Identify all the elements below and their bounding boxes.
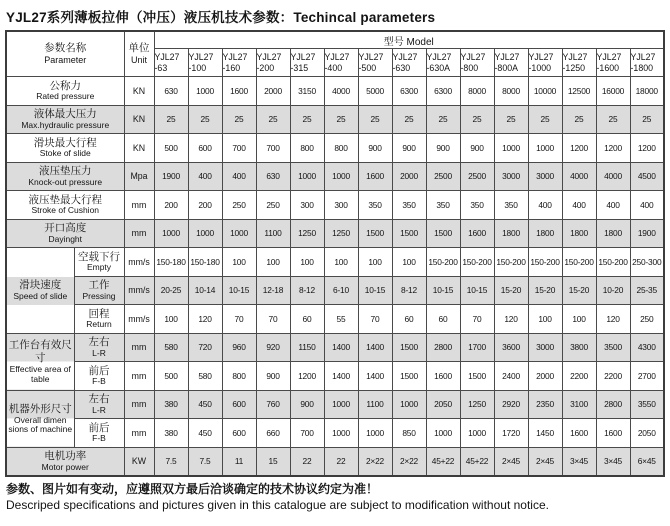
value-cell: 2200 — [562, 362, 596, 391]
value-cell: 2×45 — [528, 447, 562, 476]
value-cell: 25 — [460, 105, 494, 134]
value-cell: 1400 — [324, 362, 358, 391]
value-cell: 100 — [256, 248, 290, 277]
value-cell: 25 — [222, 105, 256, 134]
value-cell: 300 — [290, 191, 324, 220]
model-column-header: YJL27 -1000 — [528, 49, 562, 77]
model-header-cell: 型号 Model — [154, 31, 664, 49]
table-row — [6, 333, 664, 362]
unit-cell: mm — [124, 191, 154, 220]
value-cell: 1200 — [290, 362, 324, 391]
value-cell: 1800 — [494, 219, 528, 248]
param-header-cell — [6, 31, 124, 77]
model-column-header: YJL27 -630 — [392, 49, 426, 77]
table-row — [6, 162, 664, 191]
value-cell: 1600 — [596, 419, 630, 448]
value-cell: 1000 — [426, 419, 460, 448]
value-cell: 120 — [494, 305, 528, 334]
value-cell: 500 — [154, 362, 188, 391]
unit-cell: mm — [124, 390, 154, 419]
value-cell: 22 — [324, 447, 358, 476]
value-cell: 60 — [290, 305, 324, 334]
value-cell: 55 — [324, 305, 358, 334]
value-cell: 1800 — [562, 219, 596, 248]
value-cell: 3000 — [494, 162, 528, 191]
value-cell: 1800 — [596, 219, 630, 248]
value-cell: 850 — [392, 419, 426, 448]
value-cell: 120 — [188, 305, 222, 334]
value-cell: 900 — [392, 134, 426, 163]
value-cell: 100 — [154, 305, 188, 334]
value-cell: 1100 — [256, 219, 290, 248]
value-cell: 10-15 — [358, 276, 392, 305]
table-body — [6, 77, 664, 476]
value-cell: 25 — [562, 105, 596, 134]
value-cell: 1500 — [426, 219, 460, 248]
value-cell: 100 — [562, 305, 596, 334]
row-label: 前后 F-B — [74, 362, 124, 391]
value-cell: 3600 — [494, 333, 528, 362]
footer-note — [5, 477, 665, 514]
value-cell: 1600 — [562, 419, 596, 448]
unit-cell: Mpa — [124, 162, 154, 191]
value-cell: 5000 — [358, 77, 392, 106]
value-cell: 100 — [358, 248, 392, 277]
value-cell: 350 — [460, 191, 494, 220]
unit-cell: mm — [124, 333, 154, 362]
value-cell: 150-200 — [426, 248, 460, 277]
value-cell: 380 — [154, 390, 188, 419]
row-label: 开口高度 Dayinght — [6, 219, 124, 248]
value-cell: 4000 — [562, 162, 596, 191]
value-cell: 4000 — [324, 77, 358, 106]
value-cell: 8000 — [460, 77, 494, 106]
value-cell: 60 — [392, 305, 426, 334]
value-cell: 10000 — [528, 77, 562, 106]
value-cell: 120 — [596, 305, 630, 334]
model-column-header: YJL27 -160 — [222, 49, 256, 77]
parameters-table — [5, 30, 665, 477]
value-cell: 1500 — [358, 219, 392, 248]
value-cell: 250-300 — [630, 248, 664, 277]
model-column-header: YJL27 -800A — [494, 49, 528, 77]
value-cell: 2800 — [596, 390, 630, 419]
value-cell: 100 — [324, 248, 358, 277]
value-cell: 10-15 — [460, 276, 494, 305]
unit-header-cell — [124, 31, 154, 77]
value-cell: 18000 — [630, 77, 664, 106]
value-cell: 4300 — [630, 333, 664, 362]
value-cell: 60 — [426, 305, 460, 334]
row-group-label: 滑块速度 Speed of slide — [6, 248, 74, 334]
value-cell: 25 — [154, 105, 188, 134]
value-cell: 2700 — [630, 362, 664, 391]
model-column-header: YJL27 -1600 — [596, 49, 630, 77]
value-cell: 350 — [426, 191, 460, 220]
value-cell: 70 — [358, 305, 392, 334]
value-cell: 1200 — [596, 134, 630, 163]
value-cell: 1250 — [324, 219, 358, 248]
value-cell: 3100 — [562, 390, 596, 419]
value-cell: 3800 — [562, 333, 596, 362]
value-cell: 2050 — [426, 390, 460, 419]
footer-note-zh: 参数、图片如有变动，应遵照双方最后洽谈确定的技术协议约定为准！ — [6, 481, 379, 496]
value-cell: 900 — [426, 134, 460, 163]
value-cell: 1000 — [528, 134, 562, 163]
table-row — [6, 390, 664, 419]
value-cell: 6×45 — [630, 447, 664, 476]
value-cell: 760 — [256, 390, 290, 419]
value-cell: 350 — [494, 191, 528, 220]
model-column-header: YJL27 -800 — [460, 49, 494, 77]
value-cell: 6-10 — [324, 276, 358, 305]
model-column-header: YJL27 -630A — [426, 49, 460, 77]
value-cell: 900 — [256, 362, 290, 391]
value-cell: 150-200 — [494, 248, 528, 277]
value-cell: 70 — [222, 305, 256, 334]
value-cell: 900 — [290, 390, 324, 419]
value-cell: 1000 — [290, 162, 324, 191]
value-cell: 1400 — [324, 333, 358, 362]
value-cell: 1500 — [392, 362, 426, 391]
value-cell: 350 — [358, 191, 392, 220]
table-row — [6, 447, 664, 476]
row-label: 液体最大压力 Max.hydraulic pressure — [6, 105, 124, 134]
value-cell: 1000 — [460, 419, 494, 448]
table-row — [6, 362, 664, 391]
value-cell: 660 — [256, 419, 290, 448]
value-cell: 1500 — [392, 219, 426, 248]
value-cell: 7.5 — [188, 447, 222, 476]
value-cell: 800 — [222, 362, 256, 391]
value-cell: 8000 — [494, 77, 528, 106]
value-cell: 600 — [222, 390, 256, 419]
model-column-header: YJL27 -63 — [154, 49, 188, 77]
value-cell: 400 — [528, 191, 562, 220]
row-label: 公称力 Rated pressure — [6, 77, 124, 106]
value-cell: 800 — [324, 134, 358, 163]
value-cell: 250 — [222, 191, 256, 220]
value-cell: 3150 — [290, 77, 324, 106]
value-cell: 250 — [630, 305, 664, 334]
value-cell: 900 — [358, 134, 392, 163]
value-cell: 1000 — [188, 219, 222, 248]
value-cell: 580 — [154, 333, 188, 362]
value-cell: 300 — [324, 191, 358, 220]
value-cell: 2500 — [426, 162, 460, 191]
value-cell: 8-12 — [290, 276, 324, 305]
value-cell: 15-20 — [528, 276, 562, 305]
value-cell: 700 — [290, 419, 324, 448]
table-header — [6, 31, 664, 77]
value-cell: 1000 — [324, 419, 358, 448]
value-cell: 1400 — [358, 333, 392, 362]
value-cell: 6300 — [426, 77, 460, 106]
value-cell: 25 — [630, 105, 664, 134]
value-cell: 920 — [256, 333, 290, 362]
value-cell: 150-200 — [596, 248, 630, 277]
param-header-zh: 参数名称 — [44, 42, 87, 55]
value-cell: 720 — [188, 333, 222, 362]
table-row — [6, 248, 664, 277]
table-row — [6, 77, 664, 106]
value-cell: 700 — [256, 134, 290, 163]
value-cell: 100 — [392, 248, 426, 277]
table-row — [6, 219, 664, 248]
value-cell: 450 — [188, 419, 222, 448]
value-cell: 2000 — [392, 162, 426, 191]
param-header-en: Parameter — [44, 55, 87, 66]
value-cell: 400 — [222, 162, 256, 191]
value-cell: 3500 — [596, 333, 630, 362]
value-cell: 70 — [460, 305, 494, 334]
value-cell: 2400 — [494, 362, 528, 391]
value-cell: 400 — [188, 162, 222, 191]
value-cell: 150-200 — [528, 248, 562, 277]
value-cell: 3550 — [630, 390, 664, 419]
value-cell: 150-180 — [188, 248, 222, 277]
value-cell: 1500 — [460, 362, 494, 391]
unit-cell: KN — [124, 77, 154, 106]
unit-cell: mm — [124, 362, 154, 391]
row-label: 左右 L-R — [74, 333, 124, 362]
value-cell: 2920 — [494, 390, 528, 419]
value-cell: 2×22 — [358, 447, 392, 476]
value-cell: 15-20 — [494, 276, 528, 305]
unit-cell: mm — [124, 219, 154, 248]
unit-cell: KN — [124, 134, 154, 163]
value-cell: 2800 — [426, 333, 460, 362]
table-row — [6, 105, 664, 134]
value-cell: 200 — [188, 191, 222, 220]
value-cell: 1600 — [426, 362, 460, 391]
value-cell: 600 — [222, 419, 256, 448]
value-cell: 450 — [188, 390, 222, 419]
value-cell: 1000 — [392, 390, 426, 419]
value-cell: 1600 — [460, 219, 494, 248]
row-label: 空载下行 Empty — [74, 248, 124, 277]
value-cell: 2×22 — [392, 447, 426, 476]
value-cell: 630 — [154, 77, 188, 106]
value-cell: 10-15 — [426, 276, 460, 305]
value-cell: 1000 — [154, 219, 188, 248]
row-label: 工作 Pressing — [74, 276, 124, 305]
value-cell: 500 — [154, 134, 188, 163]
table-row — [6, 419, 664, 448]
value-cell: 1600 — [358, 162, 392, 191]
value-cell: 3000 — [528, 162, 562, 191]
value-cell: 4500 — [630, 162, 664, 191]
row-label: 左右 L-R — [74, 390, 124, 419]
value-cell: 7.5 — [154, 447, 188, 476]
page-title: YJL27系列薄板拉伸（冲压）液压机技术参数：Techincal parameters — [6, 10, 436, 25]
value-cell: 580 — [188, 362, 222, 391]
row-label: 回程 Return — [74, 305, 124, 334]
model-column-header: YJL27 -200 — [256, 49, 290, 77]
unit-cell: mm/s — [124, 248, 154, 277]
value-cell: 8-12 — [392, 276, 426, 305]
value-cell: 45+22 — [426, 447, 460, 476]
value-cell: 1900 — [154, 162, 188, 191]
value-cell: 15 — [256, 447, 290, 476]
value-cell: 25 — [290, 105, 324, 134]
row-label: 滑块最大行程 Stoke of slide — [6, 134, 124, 163]
value-cell: 3000 — [528, 333, 562, 362]
value-cell: 1000 — [358, 419, 392, 448]
unit-cell: KN — [124, 105, 154, 134]
value-cell: 2200 — [596, 362, 630, 391]
unit-cell: mm/s — [124, 305, 154, 334]
table-row — [6, 276, 664, 305]
value-cell: 400 — [596, 191, 630, 220]
value-cell: 400 — [630, 191, 664, 220]
value-cell: 1000 — [222, 219, 256, 248]
row-label: 液压垫压力 Knock-out pressure — [6, 162, 124, 191]
value-cell: 900 — [460, 134, 494, 163]
value-cell: 1250 — [460, 390, 494, 419]
model-column-header: YJL27 -400 — [324, 49, 358, 77]
table-row — [6, 191, 664, 220]
table-row — [6, 305, 664, 334]
row-label: 液压垫最大行程 Stroke of Cushion — [6, 191, 124, 220]
table-row — [6, 134, 664, 163]
value-cell: 2500 — [460, 162, 494, 191]
value-cell: 3×45 — [596, 447, 630, 476]
value-cell: 1150 — [290, 333, 324, 362]
unit-cell: KW — [124, 447, 154, 476]
model-column-header: YJL27 -500 — [358, 49, 392, 77]
value-cell: 2000 — [256, 77, 290, 106]
value-cell: 100 — [222, 248, 256, 277]
value-cell: 1200 — [562, 134, 596, 163]
value-cell: 400 — [562, 191, 596, 220]
value-cell: 1450 — [528, 419, 562, 448]
value-cell: 1720 — [494, 419, 528, 448]
value-cell: 25 — [188, 105, 222, 134]
unit-header-en: Unit — [130, 55, 147, 66]
value-cell: 6300 — [392, 77, 426, 106]
value-cell: 22 — [290, 447, 324, 476]
value-cell: 1200 — [630, 134, 664, 163]
value-cell: 250 — [256, 191, 290, 220]
model-column-header: YJL27 -100 — [188, 49, 222, 77]
value-cell: 10-15 — [222, 276, 256, 305]
value-cell: 1250 — [290, 219, 324, 248]
value-cell: 12-18 — [256, 276, 290, 305]
row-group-label: 机器外形尺寸 Overall dimen sions of machine — [6, 390, 74, 447]
value-cell: 70 — [256, 305, 290, 334]
value-cell: 3×45 — [562, 447, 596, 476]
value-cell: 800 — [290, 134, 324, 163]
model-column-header: YJL27 -1250 — [562, 49, 596, 77]
value-cell: 1000 — [188, 77, 222, 106]
value-cell: 350 — [392, 191, 426, 220]
value-cell: 25 — [528, 105, 562, 134]
value-cell: 11 — [222, 447, 256, 476]
row-group-label: 工作台有效尺寸 Effective area of table — [6, 333, 74, 390]
unit-cell: mm — [124, 419, 154, 448]
model-column-header: YJL27 -315 — [290, 49, 324, 77]
value-cell: 12500 — [562, 77, 596, 106]
value-cell: 15-20 — [562, 276, 596, 305]
value-cell: 1400 — [358, 362, 392, 391]
value-cell: 25 — [596, 105, 630, 134]
value-cell: 200 — [154, 191, 188, 220]
value-cell: 2050 — [630, 419, 664, 448]
value-cell: 4000 — [596, 162, 630, 191]
value-cell: 1700 — [460, 333, 494, 362]
value-cell: 2350 — [528, 390, 562, 419]
value-cell: 150-180 — [154, 248, 188, 277]
value-cell: 25 — [392, 105, 426, 134]
value-cell: 600 — [188, 134, 222, 163]
value-cell: 2000 — [528, 362, 562, 391]
value-cell: 10-20 — [596, 276, 630, 305]
value-cell: 1000 — [324, 162, 358, 191]
value-cell: 1900 — [630, 219, 664, 248]
value-cell: 1000 — [494, 134, 528, 163]
header-row-top — [6, 31, 664, 49]
value-cell: 20-25 — [154, 276, 188, 305]
value-cell: 150-200 — [562, 248, 596, 277]
model-column-header: YJL27 -1800 — [630, 49, 664, 77]
value-cell: 1800 — [528, 219, 562, 248]
value-cell: 45+22 — [460, 447, 494, 476]
footer-note-en: Descriped specifications and pictures given in this catalogue are subject to modification without notice. — [6, 498, 549, 513]
value-cell: 10-14 — [188, 276, 222, 305]
value-cell: 1600 — [222, 77, 256, 106]
row-label: 前后 F-B — [74, 419, 124, 448]
value-cell: 100 — [528, 305, 562, 334]
value-cell: 380 — [154, 419, 188, 448]
value-cell: 25 — [324, 105, 358, 134]
unit-header-zh: 单位 — [128, 42, 150, 55]
value-cell: 150-200 — [460, 248, 494, 277]
value-cell: 100 — [290, 248, 324, 277]
value-cell: 25 — [494, 105, 528, 134]
value-cell: 2×45 — [494, 447, 528, 476]
value-cell: 1100 — [358, 390, 392, 419]
unit-cell: mm/s — [124, 276, 154, 305]
row-label: 电机功率 Motor power — [6, 447, 124, 476]
value-cell: 1000 — [324, 390, 358, 419]
value-cell: 1500 — [392, 333, 426, 362]
value-cell: 25-35 — [630, 276, 664, 305]
value-cell: 25 — [358, 105, 392, 134]
value-cell: 16000 — [596, 77, 630, 106]
value-cell: 25 — [426, 105, 460, 134]
value-cell: 630 — [256, 162, 290, 191]
value-cell: 25 — [256, 105, 290, 134]
value-cell: 700 — [222, 134, 256, 163]
value-cell: 960 — [222, 333, 256, 362]
